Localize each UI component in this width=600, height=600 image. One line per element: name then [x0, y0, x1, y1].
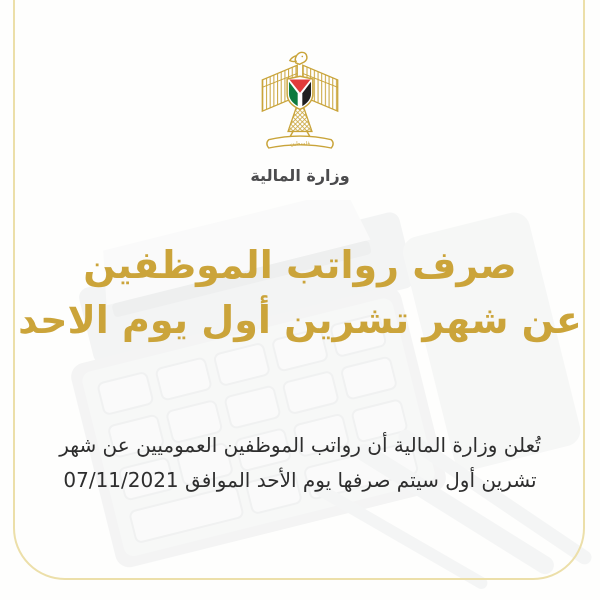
emblem-scroll-text: فلسطين: [290, 140, 310, 147]
headline-line-1: صرف رواتب الموظفين: [83, 243, 517, 287]
announcement-line-1: تُعلن وزارة المالية أن رواتب الموظفين العموميين عن شهر: [59, 433, 541, 457]
announcement-text: [0, 428, 600, 498]
headline: [0, 238, 600, 348]
palestine-eagle-emblem: [254, 50, 346, 154]
emblem-scroll-banner: [267, 136, 333, 148]
headline-line-2: عن شهر تشرين أول يوم الاحد: [18, 298, 582, 342]
announcement-line-2: تشرين أول سيتم صرفها يوم الأحد الموافق 07/11/2021: [63, 468, 537, 492]
eagle-head-icon: [290, 52, 307, 64]
palestine-flag-shield: [287, 76, 313, 109]
ministry-name-label: وزارة المالية: [250, 166, 350, 185]
